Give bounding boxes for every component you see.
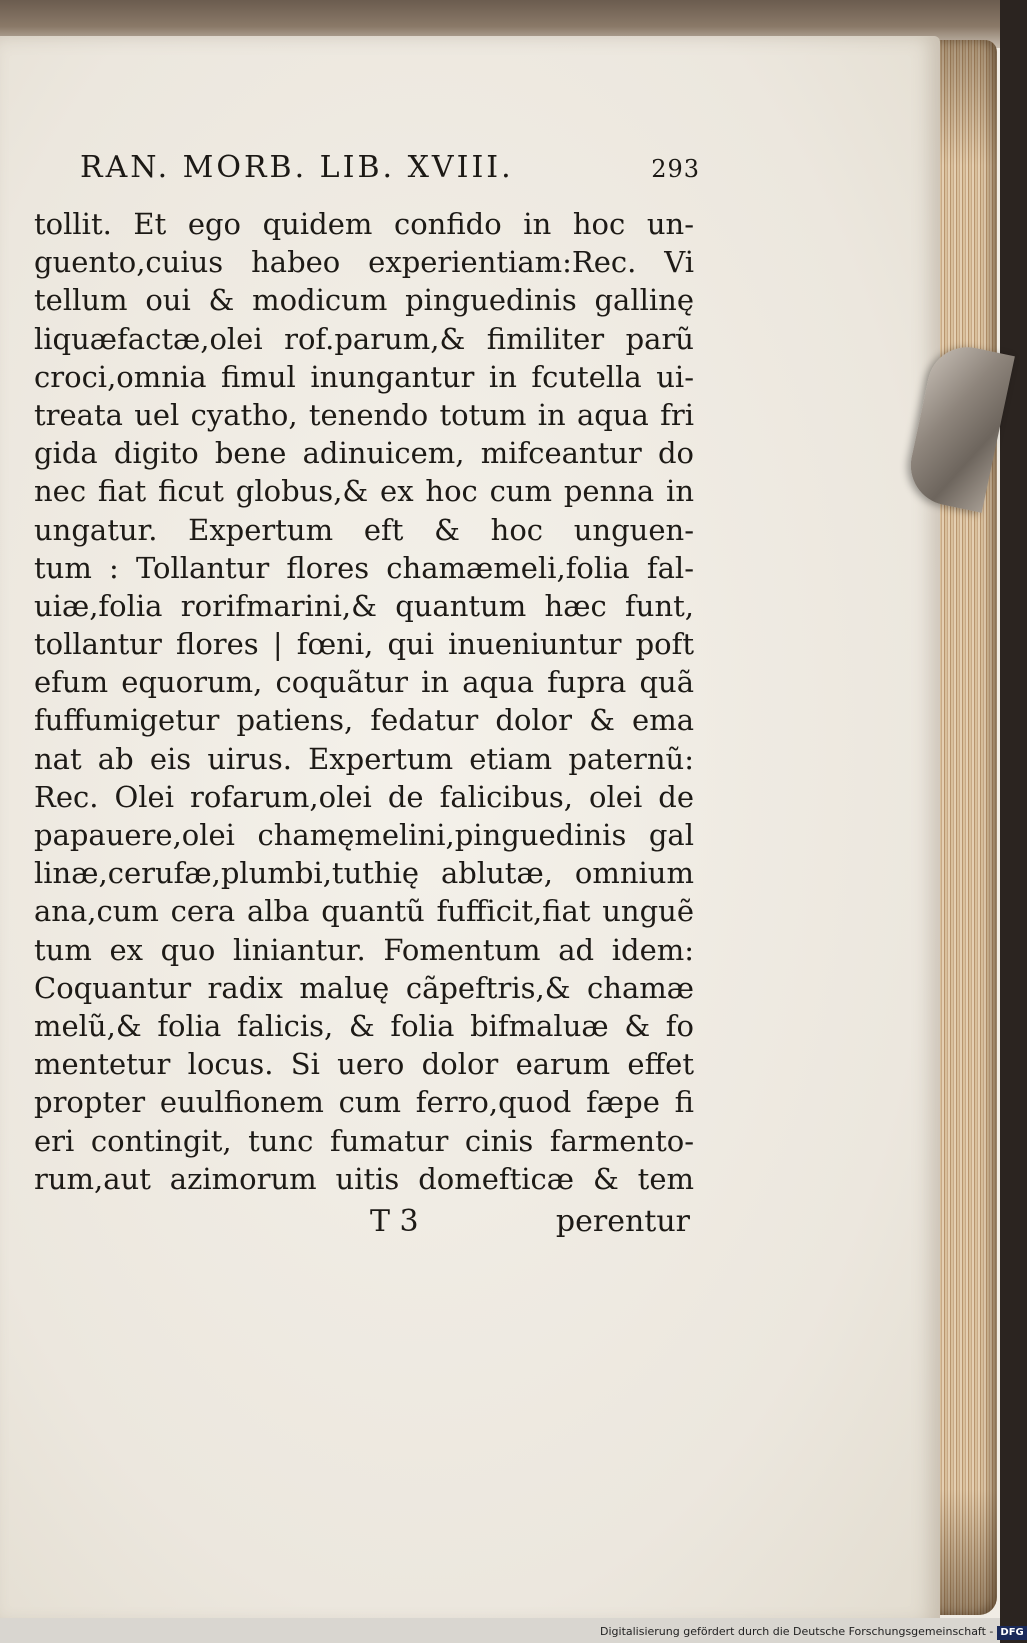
text-line: rum,aut azimorum uitis domefticæ & tem xyxy=(34,1161,694,1196)
text-line: treata uel cyatho, tenendo totum in aqua fri xyxy=(34,397,694,432)
text-line: ana,cum cera alba quantũ fufficit,fiat unguẽ xyxy=(34,894,694,929)
page-number: 293 xyxy=(651,155,700,183)
text-line: tollit. Et ego quidem confido in hoc un- xyxy=(34,207,694,241)
body-text xyxy=(34,205,694,1198)
catchline xyxy=(370,1204,690,1244)
text-line: propter euulfionem cum ferro,quod fæpe fi xyxy=(34,1085,694,1120)
credit-text: Digitalisierung gefördert durch die Deutsche Forschungsgemeinschaft - xyxy=(600,1625,994,1638)
text-line: mentetur locus. Si uero dolor earum effet xyxy=(34,1047,694,1082)
text-line: linæ,cerufæ,plumbi,tuthię ablutæ, omnium xyxy=(34,856,694,891)
text-line: tellum oui & modicum pinguedinis gallinę xyxy=(34,283,694,318)
text-line: gida digito bene adinuicem, mifceantur do xyxy=(34,436,694,471)
catchword: perentur xyxy=(555,1204,690,1239)
text-line: liquæfactæ,olei rof.parum,& fimiliter parũ xyxy=(34,321,694,356)
text-line: eri contingit, tunc fumatur cinis farmento- xyxy=(34,1123,694,1158)
text-line: tollantur flores | fœni, qui inueniuntur poft xyxy=(34,627,694,662)
text-line: Coquantur radix maluę cãpeftris,& chamæ xyxy=(34,970,694,1005)
text-line: croci,omnia fimul inungantur in fcutella ui- xyxy=(34,359,694,394)
text-line: nec fiat ficut globus,& ex hoc cum penna in xyxy=(34,474,694,509)
text-line: melũ,& folia falicis, & folia bifmaluæ & fo xyxy=(34,1008,694,1043)
page-edges xyxy=(935,40,997,1615)
digitization-credit xyxy=(600,1623,1024,1641)
text-line: papauere,olei chamęmelini,pinguedinis gal xyxy=(34,818,694,852)
text-line: tum : Tollantur flores chamæmeli,folia fal- xyxy=(34,550,694,585)
text-line: Rec. Olei rofarum,olei de falicibus, olei de xyxy=(34,779,694,814)
text-line: ungatur. Expertum eft & hoc unguen- xyxy=(34,512,694,547)
running-header xyxy=(80,150,700,194)
text-line: efum equorum, coquãtur in aqua fupra quã xyxy=(34,665,694,700)
text-line: fuffumigetur patiens, fedatur dolor & ema xyxy=(34,703,694,738)
text-line: uiæ,folia rorifmarini,& quantum hæc funt, xyxy=(34,588,694,623)
signature-mark: T 3 xyxy=(370,1204,419,1239)
text-line: nat ab eis uirus. Expertum etiam paternũ: xyxy=(34,741,694,776)
dfg-logo: DFG xyxy=(997,1626,1026,1640)
text-line: guento,cuius habeo experientiam:Rec. Vi xyxy=(34,245,694,280)
running-title: RAN. MORB. LIB. XVIII. xyxy=(80,150,514,185)
text-line: tum ex quo liniantur. Fomentum ad idem: xyxy=(34,932,694,967)
